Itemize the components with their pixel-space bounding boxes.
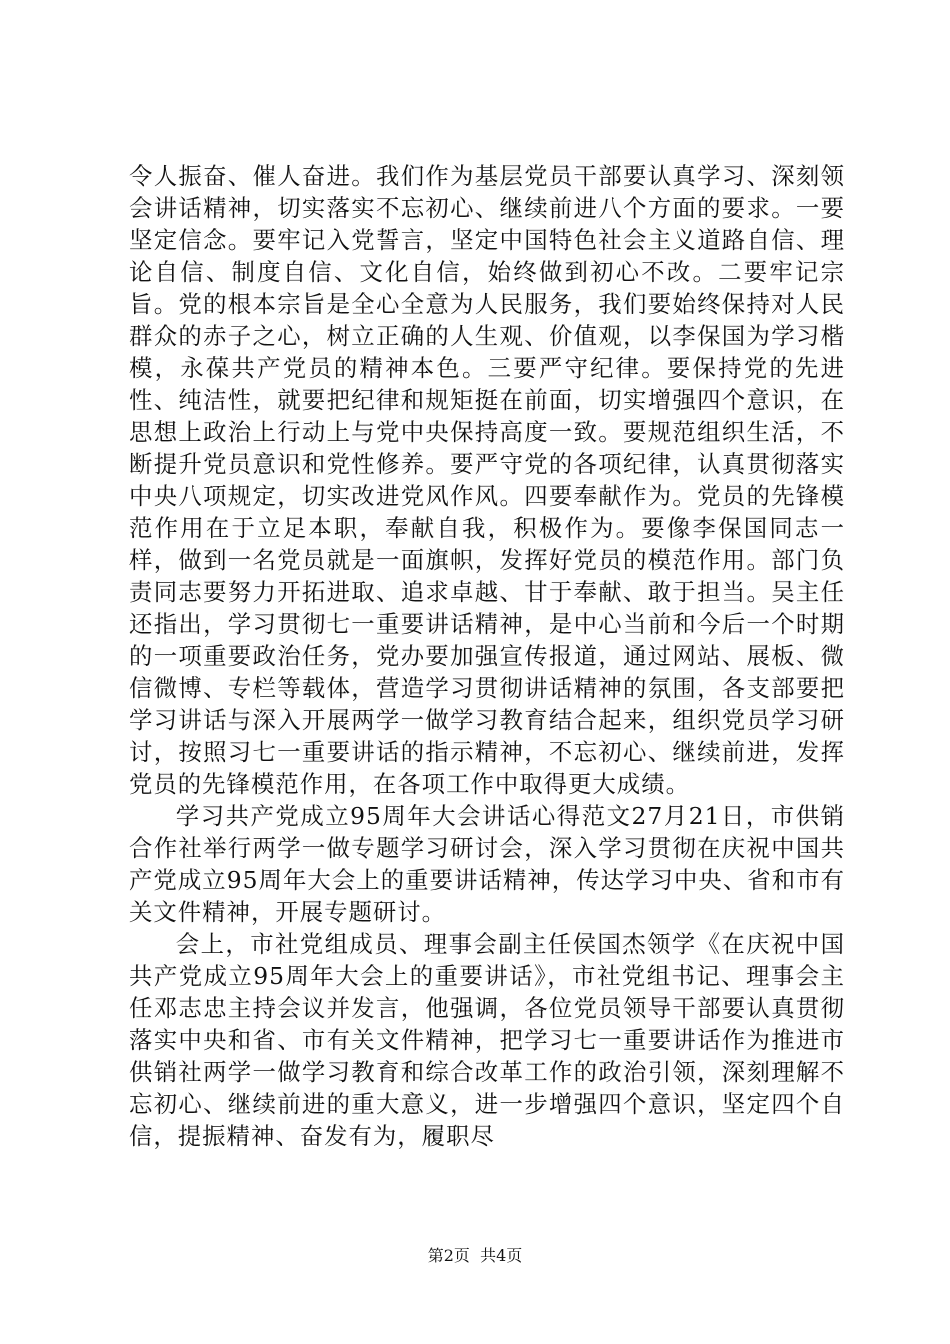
paragraph-meeting-remarks: 会上，市社党组成员、理事会副主任侯国杰领学《在庆祝中国共产党成立95周年大会上的重要讲话》，市社党组书记、理事会主任邓志忠主持会议并发言，他强调，各位党员领导干部要认真贯彻落实中央和省、市有关文件精神，把学习七一重要讲话作为推进市供销社两学一做学习教育和综合改革工作的政治引领，深刻理解不忘初心、继续前进的重大意义，进一步增强四个意识，坚定四个自信，提振精神、奋发有为，履职尽 bbox=[129, 930, 845, 1150]
page-footer bbox=[0, 1246, 950, 1266]
page-number: 第2页 共4页 bbox=[427, 1246, 523, 1265]
paragraph-study-meeting: 学习共产党成立95周年大会讲话心得范文27月21日，市供销合作社举行两学一做专题学习研讨会，深入学习贯彻在庆祝中国共产党成立95周年大会上的重要讲话精神，传达学习中央、省和市有关文件精神，开展专题研讨。 bbox=[129, 802, 845, 926]
paragraph-continuation: 令人振奋、催人奋进。我们作为基层党员干部要认真学习、深刻领会讲话精神，切实落实不忘初心、继续前进八个方面的要求。一要坚定信念。要牢记入党誓言，坚定中国特色社会主义道路自信、理论自信、制度自信、文化自信，始终做到初心不改。二要牢记宗旨。党的根本宗旨是全心全意为人民服务，我们要始终保持对人民群众的赤子之心，树立正确的人生观、价值观，以李保国为学习楷模，永葆共产党员的精神本色。三要严守纪律。要保持党的先进性、纯洁性，就要把纪律和规矩挺在前面，切实增强四个意识，在思想上政治上行动上与党中央保持高度一致。要规范组织生活，不断提升党员意识和党性修养。要严守党的各项纪律，认真贯彻落实中央八项规定，切实改进党风作风。四要奉献作为。党员的先锋模范作用在于立足本职，奉献自我，积极作为。要像李保国同志一样，做到一名党员就是一面旗帜，发挥好党员的模范作用。部门负责同志要努力开拓进取、追求卓越、甘于奉献、敢于担当。吴主任还指出，学习贯彻七一重要讲话精神，是中心当前和今后一个时期的一项重要政治任务，党办要加强宣传报道，通过网站、展板、微信微博、专栏等载体，营造学习贯彻讲话精神的氛围，各支部要把学习讲话与深入开展两学一做学习教育结合起来，组织党员学习研讨，按照习七一重要讲话的指示精神，不忘初心、继续前进，发挥党员的先锋模范作用，在各项工作中取得更大成绩。 bbox=[129, 162, 845, 798]
document-body bbox=[129, 160, 845, 1152]
